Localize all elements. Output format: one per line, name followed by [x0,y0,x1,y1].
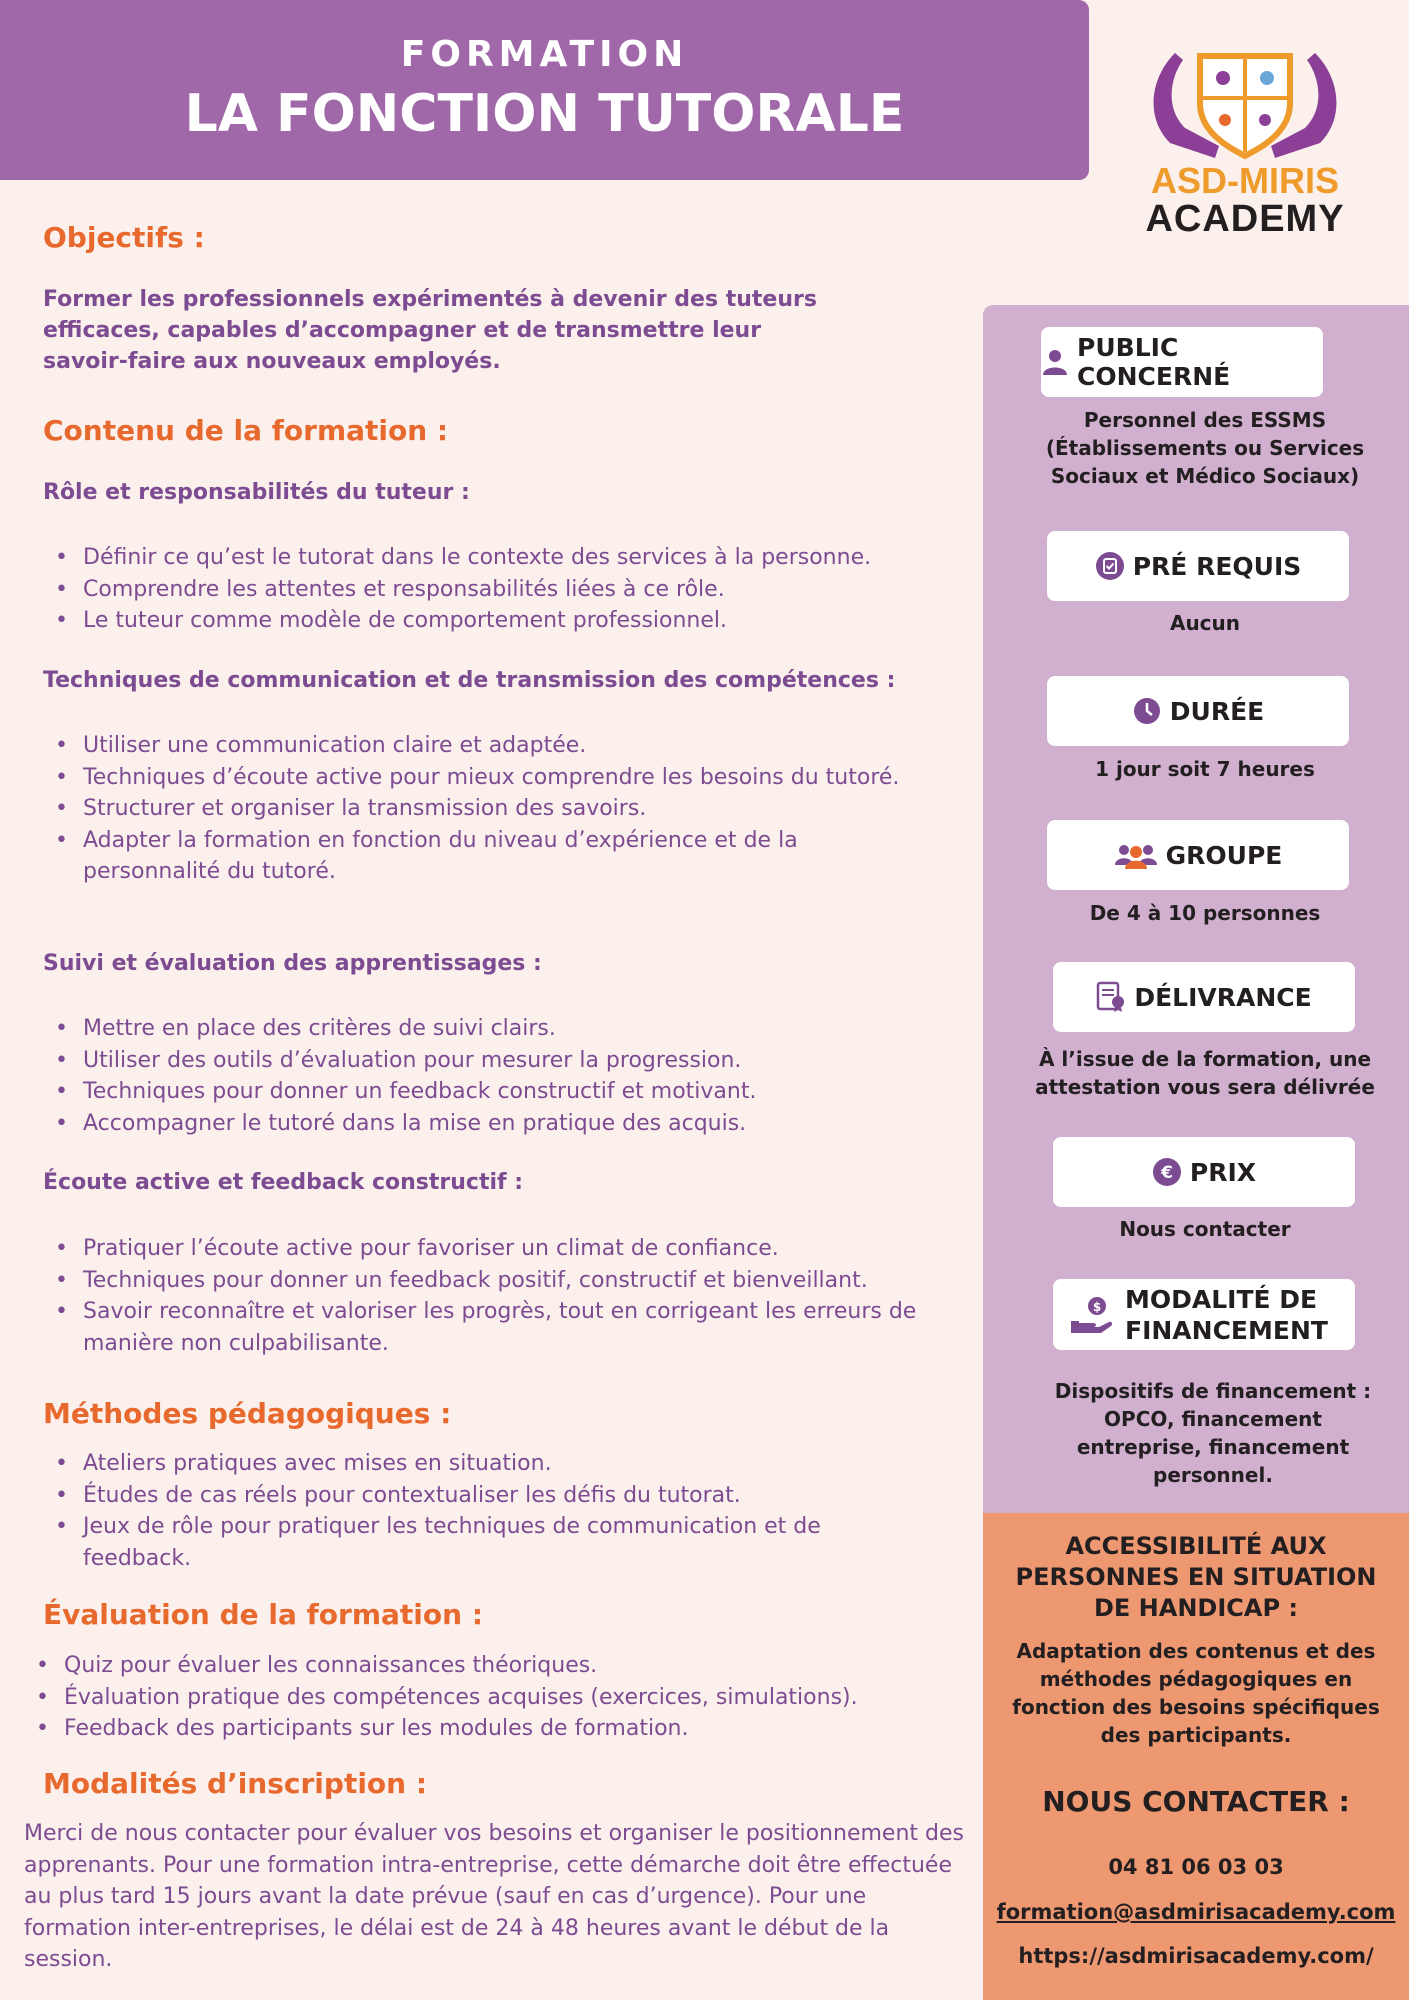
financement-label-line1: MODALITÉ DE [1125,1284,1318,1314]
inscription-text: Merci de nous contacter pour évaluer vos besoins et organiser le positionnement des apprenants. Pour une formation intra-entreprise, cette démarche doit être effectuée au plus tard 15 jours avant la date prévue (sauf en cas d’urgence). Pour une formation inter-entreprises, le délai est de 24 à 48 heures avant le début de la session. [24,1821,964,1972]
prix-value: Nous contacter [1119,1217,1291,1241]
groupe-pill [1047,820,1349,890]
svg-text:€: € [1161,1163,1173,1183]
objectifs-heading: Objectifs : [43,221,205,254]
contact-website-link[interactable]: https://asdmirisacademy.com/ [1018,1944,1374,1968]
public-value: Personnel des ESSMS (Établissements ou Services Sociaux et Médico Sociaux) [1045,408,1365,488]
shield-hands-icon [1145,48,1345,160]
list-item: • Accompagner le tutoré dans la mise en pratique des acquis. [43,1108,943,1140]
groupe-value: De 4 à 10 personnes [1089,901,1321,925]
certificate-icon [1096,982,1126,1012]
prerequis-value: Aucun [1169,611,1241,635]
prix-label: PRIX [1189,1157,1257,1187]
list-item: • Feedback des participants sur les modules de formation. [24,1713,924,1745]
section-title: Techniques de communication et de transmission des compétences : [43,668,896,693]
list-item: • Techniques pour donner un feedback constructif et motivant. [43,1076,943,1108]
logo-brand-subtext: ACADEMY [1145,198,1345,240]
list-item: • Techniques pour donner un feedback positif, constructif et bienveillant. [43,1265,923,1297]
euro-icon [1152,1157,1182,1187]
list-item: • Utiliser une communication claire et adaptée. [43,730,903,762]
financement-value: Dispositifs de financement : OPCO, financement entreprise, financement personnel. [1054,1379,1372,1487]
delivrance-value: À l’issue de la formation, une attestation vous sera délivrée [1035,1047,1375,1099]
methodes-list [43,1448,903,1574]
section-list [43,1013,943,1139]
section-title: Écoute active et feedback constructif : [43,1170,524,1195]
prerequis-label: PRÉ REQUIS [1132,551,1302,581]
contact-email-link[interactable]: formation@asdmirisacademy.com [996,1900,1396,1924]
public-pill [1041,327,1323,397]
list-item: • Le tuteur comme modèle de comportement professionnel. [43,605,943,637]
financement-pill [1053,1279,1355,1350]
objectifs-text: Former les professionnels expérimentés à devenir des tuteurs efficaces, capables d’accompagner et de transmettre leur savoir-faire aux nouveaux employés. [43,287,817,374]
public-label: PUBLIC CONCERNÉ [1077,333,1231,391]
financement-label [1125,1284,1328,1346]
list-item: • Utiliser des outils d’évaluation pour mesurer la progression. [43,1045,943,1077]
delivrance-label: DÉLIVRANCE [1134,982,1312,1012]
duree-pill [1047,676,1349,746]
list-item: • Jeux de rôle pour pratiquer les techniques de communication et de feedback. [43,1511,903,1574]
header-kicker: FORMATION [400,34,689,75]
inscription-heading: Modalités d’inscription : [43,1767,428,1800]
section-title: Rôle et responsabilités du tuteur : [43,480,470,505]
contact-phone[interactable]: 04 81 06 03 03 [1108,1855,1284,1879]
evaluation-heading: Évaluation de la formation : [43,1598,484,1631]
clipboard-check-icon [1095,551,1125,581]
logo-brand-text: ASD-MIRIS [1151,160,1339,201]
duree-label: DURÉE [1169,696,1265,726]
prix-pill [1053,1137,1355,1207]
list-item: • Savoir reconnaître et valoriser les progrès, tout en corrigeant les erreurs de manière non culpabilisante. [43,1296,923,1359]
section-list [43,542,943,637]
money-hand-icon [1069,1295,1113,1335]
accessibility-contact-block [983,1513,1409,2000]
list-item: • Mettre en place des critères de suivi clairs. [43,1013,943,1045]
group-icon [1114,840,1158,870]
list-item: • Quiz pour évaluer les connaissances théoriques. [24,1650,924,1682]
list-item: • Ateliers pratiques avec mises en situation. [43,1448,903,1480]
list-item: • Comprendre les attentes et responsabilités liées à ce rôle. [43,574,943,606]
delivrance-pill [1053,962,1355,1032]
list-item: • Adapter la formation en fonction du niveau d’expérience et de la personnalité du tutoré. [43,825,903,888]
person-icon [1041,347,1069,377]
list-item: • Structurer et organiser la transmission des savoirs. [43,793,903,825]
duree-value: 1 jour soit 7 heures [1095,757,1315,781]
section-list [43,1233,923,1359]
list-item: • Pratiquer l’écoute active pour favoriser un climat de confiance. [43,1233,923,1265]
contact-heading: NOUS CONTACTER : [1042,1785,1350,1818]
accessibility-heading: ACCESSIBILITÉ AUX PERSONNES EN SITUATION DE HANDICAP : [1015,1532,1377,1622]
list-item: • Études de cas réels pour contextualiser les défis du tutorat. [43,1480,903,1512]
prerequis-pill [1047,531,1349,601]
accessibility-text: Adaptation des contenus et des méthodes pédagogiques en fonction des besoins spécifiques des participants. [1012,1639,1380,1747]
svg-text:$: $ [1092,1299,1102,1314]
header-banner [0,0,1089,180]
evaluation-list [24,1650,924,1745]
methodes-heading: Méthodes pédagogiques : [43,1397,452,1430]
page-title: LA FONCTION TUTORALE [184,84,905,144]
list-item: • Définir ce qu’est le tutorat dans le contexte des services à la personne. [43,542,943,574]
groupe-label: GROUPE [1165,840,1283,870]
section-list [43,730,903,888]
section-title: Suivi et évaluation des apprentissages : [43,951,542,976]
list-item: • Évaluation pratique des compétences acquises (exercices, simulations). [24,1682,924,1714]
academy-logo [1130,48,1360,253]
clock-icon [1132,696,1162,726]
contenu-heading: Contenu de la formation : [43,414,449,447]
list-item: • Techniques d’écoute active pour mieux comprendre les besoins du tutoré. [43,762,903,794]
financement-label-line2: FINANCEMENT [1125,1315,1328,1345]
